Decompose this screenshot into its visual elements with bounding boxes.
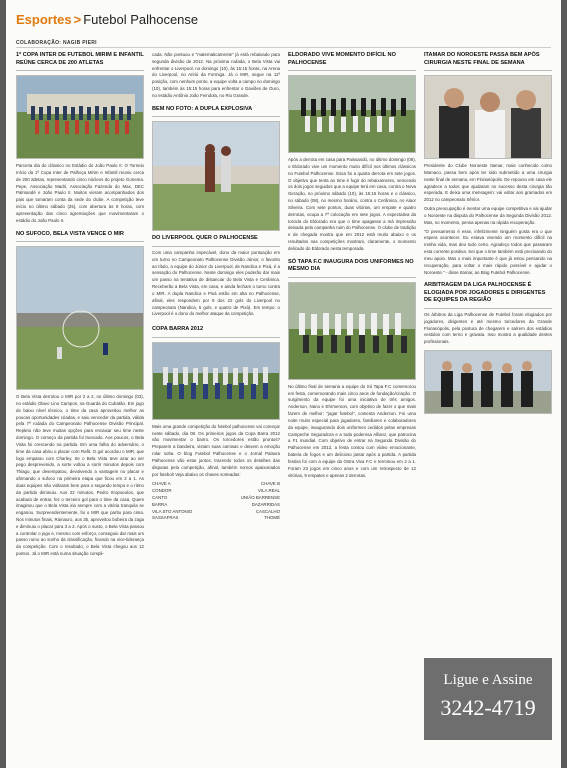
photo-copa-barra xyxy=(152,342,280,420)
title-rule xyxy=(424,70,552,71)
article-body-continued xyxy=(152,52,280,100)
chaves-row xyxy=(152,509,280,516)
photo-caption-dupla: BEM NO FOTO: A DUPLA EXPLOSIVA xyxy=(152,105,253,112)
collaboration-credit: COLABORAÇÃO: NAGIB PIERI xyxy=(16,40,97,46)
photo-dupla-explosiva xyxy=(152,121,280,231)
newspaper-page xyxy=(6,0,561,768)
chave-b-cell: CHAVE B xyxy=(261,481,280,487)
chave-b-cell: VILA REAL xyxy=(258,488,280,494)
paragraph: cada. Não pontuou e "matematicamente" já está rebaixado para segunda divisão de 2012. Na próxima rodada, o Bela Vista vai enfrentar o Liverpool, no domingo (10), às 15:15 horas, na Arena do Liverpool, no Aririú da Formiga. Já o MIR, segue na 11ª posição, com nenhum ponto, a equipe volta a campo no domingo (10), também às 15:15 horas para enfrentar o Gaviões de Ouro, no estádio Antônio João Feindola, no Rio Grande. xyxy=(152,52,280,98)
article-title-bela-vista: NO SUFOCO, BELA VISTA VENCE O MIR xyxy=(16,230,124,237)
article-title-liverpool: DO LIVERPOOL QUER O PALHOCENSE xyxy=(152,235,258,242)
paragraph: "O pensamento é esse, infelizmente ninguém gosta era o que espera acontecer. Eu estava vivendo um momento difícil na minha vida, mas deu tudo certo. Agradeço todos que passaram esta corrente positiva. Sei que o time também está precisando do meu apoio. Mas o mais importante é que já estou pensando na recuperação, para voltar o mais rápido possível e ajudar o Noroeste." - disse Itamar, ao Blog Futebol Palhocense. xyxy=(424,228,552,275)
article-title-copa-barra: COPA BARRA 2012 xyxy=(152,326,204,333)
chaves-table xyxy=(152,481,280,522)
photo-eldorado xyxy=(288,75,416,153)
chave-b-cell: CASCALHO xyxy=(255,508,280,514)
article-body-bela-vista xyxy=(16,394,144,558)
column-1 xyxy=(16,52,144,558)
section-name: Esportes xyxy=(16,12,72,27)
paragraph: Presidente do Clube Noroeste Itamar, mais conhecido como Mamaco, passa bem após ter sido submetido a uma cirurgia neste final de semana, em Florianópolis. De repouso em casa ele agradece a todos que ajudaram no sucesso desta cirurgia tão esperada. E deixa uma mensagem: vai voltar aos gramados em 2012 no campeonato Sênior. xyxy=(424,163,552,203)
title-rule xyxy=(16,241,144,242)
chave-a-cell: CANTO xyxy=(152,495,168,500)
title-rule xyxy=(152,246,280,247)
photo-arbitragem xyxy=(424,350,552,414)
paragraph: Parceria dia do clássico no Estádio do João Paulo II. O Torneio Início da 1ª Copa Inter de Palhoça Mirim e Infantil reuniu cerca de 200 atletas, representando cinco núcleos do projeto Gonema. Pepe, Associação Madri, Associação Fazenda do Max, DEC Palmandé e João Paulo II. Muitos vieram acompanhados dos pais que tomaram conta da sede do clube. A competição teve início no último sábado (25), com abertura às 8 horas, com apresentação das cinco agremiações que movimentaram o estádio do João Paulo II. xyxy=(16,163,144,223)
chave-b-cell: DAZARRIDAS xyxy=(251,501,280,507)
chave-a-cell: SASSAFRAS xyxy=(152,515,179,521)
title-rule xyxy=(288,277,416,278)
chave-b-cell: THOMÉ xyxy=(264,515,280,521)
article-title-eldorado: ELDORADO VIVE MOMENTO DIFÍCIL NO PALHOCENSE xyxy=(288,52,396,66)
header-divider xyxy=(16,47,551,48)
article-body-copa-barra xyxy=(152,424,280,479)
article-title-copa-inter: 1º COPA INTER DE FUTEBOL MIRIM E INFANTIL REÚNE CERCA DE 200 ATLETAS xyxy=(16,52,144,66)
chaves-row xyxy=(152,488,280,495)
article-title-arbitragem: ARBITRAGEM DA LIGA PALHOCENSE É ELOGIADA POR JOGADORES E DIRIGENTES DE EQUIPES DA REGIÃO xyxy=(424,282,546,304)
title-rule xyxy=(152,116,280,117)
chaves-row xyxy=(152,502,280,509)
column-2 xyxy=(152,52,280,522)
article-title-so-tapa: SÓ TAPA F.C INAUGURA DOIS UNIFORMES NO MESMO DIA xyxy=(288,258,414,273)
article-body-eldorado xyxy=(288,157,416,253)
page-header xyxy=(16,12,198,27)
chaves-row xyxy=(152,515,280,522)
article-body-copa-inter xyxy=(16,163,144,224)
column-4 xyxy=(424,52,552,418)
photo-itamar xyxy=(424,75,552,159)
article-body-itamar xyxy=(424,163,552,276)
chave-a-cell: CONDOR xyxy=(152,488,172,494)
photo-copa-inter xyxy=(16,75,144,159)
title-rule xyxy=(424,308,552,309)
chaves-row xyxy=(152,481,280,488)
photo-bela-vista xyxy=(16,246,144,390)
paragraph: O Bela Vista derrotou o MIR por 2 a 2, no último domingo (03), no estádio Olavo Lino Campos, na Guarda do Cubatão. Em jogo de baixo nível técnico, o time da casa aproveitou melhor as poucas oportunidades criadas, e saiu vencedor da partida, válida pela 7ª rodada do Campeonato Palhocense Divisão Principal. Repleto não teve muitas opções para encaixar seu time neste domingo. O começo da partida foi truncado. Aos poucos, o Bela Vista foi crescendo na partida. Em uma falha do adversário, o time da casa abriu o placar com Rafit. O gol acordou o MIR, que logo empatou com Charley. Se o Bela Vista teve azar ao ser pego desprevenido, a sorte voltou a sorrir minutos depois com Thiago, que desempatou, devolvendo a vantagem no placar e afirmando o sufoco na primeira etapa que ficou em 2 a 1. As duas equipes não voltaram bem para o segundo tempo e o ritmo da partida diminuiu. Aos 22 minutos, Pedro Itropoeulos, que acabara de entrar, fez o terceiro gol para o time da casa. Quem imaginou que o Bela Vista iria sempre com a vitória tranquila se enganou. Surpreendentemente, foi o MIR que partiu para cima. Nos minutos finais, Rainauro, aos 35, aproveitou bobeira da zaga e diminuiu o placar para 3 a 2. Após o susto, o Bela Vista passou a controlar o jogo e, mesmo com esforço, conseguiu dar mais um passo rumo ao sonho da classificação, ficando na vice-liderança da competição. Com o resultado, o Bela Vista chegou aos 12 pontos. Já o MIR está numa situação compli- xyxy=(16,394,144,557)
column-3 xyxy=(288,52,416,479)
chave-a-cell: VILA STO ANTONIO xyxy=(152,508,193,514)
photo-so-tapa xyxy=(288,282,416,380)
ad-headline: Ligue e Assine xyxy=(443,672,533,688)
article-body-liverpool xyxy=(152,250,280,318)
article-body-arbitragem xyxy=(424,312,552,346)
title-rule xyxy=(288,70,416,71)
page-title: Futebol Palhocense xyxy=(83,12,199,27)
title-rule xyxy=(16,70,144,71)
title-rule xyxy=(152,337,280,338)
ad-phone-number: 3242-4719 xyxy=(440,695,536,720)
paragraph: Após a derrota em casa para Paissandú, no último domingo (08), o Eldorado vive um momento muito difícil nos últimos clássicos no Futebol Palhocense. Essa foi a quarta derrota em sete jogos. O objetivo que tenta ao time é fugir do rebaixamento, vencendo os dois jogos seguidos que a equipe terá em casa, contra o Nova Geração, no próximo sábado (10), às 15:15 horas e o clássico, no sábado (08), no mesmo horário, contra o Cerâmica, no Alaor Silveira. Com sete pontos, duas vitórias, um empate e quatro derrotas, ocupa a 7ª colocação em sete jogos. A expectativa da torcida do Eldorado era que o time apagasse a má impressão deixada pela campanha ruim do Palhocense. O clube de tradição e de chegada mostra que em 2012 está muito abaixo e os resultados nas competições mostram, claramente, o momento delicado do Eldorado nesta temporada. xyxy=(288,157,416,251)
chave-a-cell: CHAVE A xyxy=(152,481,171,487)
article-title-itamar: ITAMAR DO NOROESTE PASSA BEM APÓS CIRURGIA NESTE FINAL DE SEMANA xyxy=(424,52,540,66)
paragraph: No último final de semana a equipe do Só Tapa F.C comemorou em festa, comemorando mais cinco anos de fundação/criação. O surgimento da equipe foi uma iniciativa de três amigos. Anderson, Nano e Ehrmerson, com objetivo de fazer o que mais fazem de melhor: "jogar futebol", comenta Anderson. Foi uma noite muito especial para jogadores, familiares e colaboradores da equipe, inaugurando dois uniformes cedidos pelas empresas Campeche Seguradora e a toda poderosa Allianz, que patrocina a F1 mundial. Com objetivo de entrar na Segunda Divisão do Palhocense em 2012, a festa contou com vídeo emocionante, bateria de fogos e um delicioso jantar após a partida. A partida festiva foi com a equipe da Ostra Viva F.C e terminou em 2 a 1. Foram 23 jogos em cinco anos e com um retrospecto de 12 vitórias, 9 empates e apenas 2 derrotas. xyxy=(288,383,416,478)
chave-a-cell: BARRA xyxy=(152,501,168,507)
paragraph: Os árbitros da Liga Palhocense de Futebol foram elogiados por jogadores, dirigentes e até mesmo torcedores da Grande Florianópolis, pela postura de chegarem e saírem dos estádios vestidos com terno e gravata. Isso mostra a qualidade destes profissionais. xyxy=(424,311,552,345)
chave-b-cell: UNIÃO BARRENSE xyxy=(240,495,280,500)
chaves-row xyxy=(152,495,280,502)
paragraph: Mais uma grande competição do futebol palhocense vai começar neste sábado, dia 08. Os primeiros jogos da Copa Barra 2012 vão movimentar o bairro. Os torcedores estão prontos? Preparem a bandeira, vistam suas camisas e deixem a emoção rolar solta. O blog Futebol Palhocense e o Jornal Palavra Palhocense vão estar juntos, trazendo todos os detalhes das disputas pela competição, afinal, também somos apaixonados por futebol! Veja abaixo os chaves sorteadas: xyxy=(152,423,280,477)
paragraph: Outra preocupação é mentar uma equipe competitiva e vai ajudar o Noroeste na disputa do Palhocense da Segunda Divisão 2012. Mas, no momento, pensa apenas na rápida recuperação. xyxy=(424,206,552,225)
header-separator: > xyxy=(73,12,82,27)
subscription-ad xyxy=(424,658,552,740)
paragraph: Com uma campanha impecável, dono da maior pontuação em um turno no Campeonato Palhocense Divisão Júnior, o favorito ao título, a equipe do Júnior do Liverpool, de Nandica e Pixá, é a sensação do Palhocense. Neste domingo eles poderão dar mais um passo na tentativa de distanciar do Bela Vista e Cerâmica. Receberão a Bela Vista, em casa, e ainda fecham o turno contra o MIR. A dupla Nandica e Pixá estão em alta no Palhocense, afinal, eles respondem por 9 dos 22 gols do Liverpool no campeonato (Nandica, 5 gols, e quatro de Pixá). Em tempo: o Liverpool é o dono do melhor ataque da competição. xyxy=(152,249,280,317)
article-body-so-tapa xyxy=(288,384,416,480)
